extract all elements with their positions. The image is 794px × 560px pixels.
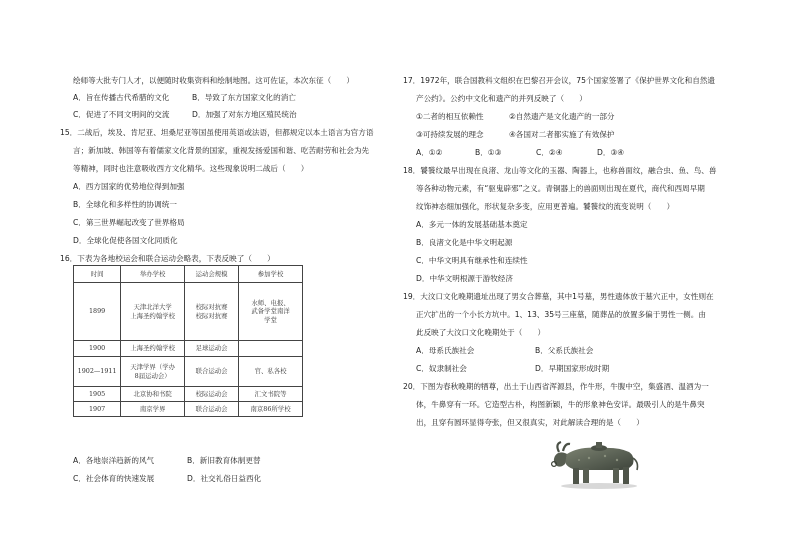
table-cell-scale: 联合运动会 bbox=[185, 402, 239, 417]
q20-line-1: 20．下图为春秋晚期的牺尊，出土于山西省浑源县，作牛形，牛腹中空，集盛酒、温酒为一 bbox=[403, 382, 709, 391]
q18-line-3: 纹饰神态细加强化，形状复杂多变，应用更普遍。饕餮纹的流变说明（ ） bbox=[416, 202, 675, 211]
table-row bbox=[74, 357, 303, 387]
q16-stem: 16．下表为各地校运会和联合运动会略表，下表反映了（ ） bbox=[60, 254, 275, 263]
q15-line-3: 等精神，同时也注意吸收西方文化精华。这些现象说明二战后（ ） bbox=[73, 164, 309, 173]
table-cell-scale bbox=[185, 283, 239, 341]
q16-option-b: B．新旧教育体制更替 bbox=[187, 456, 261, 465]
q16-option-a: A．各地崇洋趋新的风气 bbox=[73, 456, 155, 465]
q19-option-c: C．奴隶制社会 bbox=[416, 364, 467, 373]
q18-option-a: A．多元一体的发展基础基本奠定 bbox=[416, 220, 528, 229]
table-cell-line: 上海圣约翰学校 bbox=[130, 311, 175, 320]
table-cell-host bbox=[121, 357, 185, 387]
q20-line-3: 出，且穿有圆环显得夸张，但又很真实，对此解读合理的是（ ） bbox=[416, 418, 644, 427]
table-row bbox=[74, 283, 303, 341]
q15-line-1: 15．二战后，埃及、肯尼亚、坦桑尼亚等国虽使用英语或法语，但都规定以本土语言为官方语 bbox=[60, 128, 374, 137]
table-cell-line: 校际对抗赛 bbox=[195, 303, 228, 312]
table-cell-scale: 联合运动会 bbox=[185, 357, 239, 387]
table-cell-participants bbox=[239, 341, 303, 357]
q18-option-d: D．中华文明根源于游牧经济 bbox=[416, 274, 513, 283]
q14-option-a: A．旨在传播古代希腊的文化 bbox=[73, 93, 170, 102]
q15-line-2: 言；新加坡、韩国等有着儒家文化背景的国家，重视发扬爱国和谐、吃苦耐劳和社会为先 bbox=[73, 146, 370, 155]
table-cell-line: 学堂 bbox=[264, 315, 277, 324]
q14-tail: 绘师等大批专门人才，以便随时收集资料和绘制地图。这可佐证，本次东征（ ） bbox=[73, 76, 354, 85]
table-header-participants: 参加学校 bbox=[239, 266, 303, 283]
q17-item-4: ④各国对二者都实施了有效保护 bbox=[509, 130, 615, 139]
q18-line-2: 等各种动物元素，有“驱鬼辟邪”之义。青铜器上的兽面则出现在夏代，商代和西周早期 bbox=[416, 184, 705, 193]
q16-option-c: C．社会体育的快速发展 bbox=[73, 474, 155, 483]
table-cell-host: 上海圣约翰学校 bbox=[121, 341, 185, 357]
q15-option-a: A．西方国家的优势地位得到加强 bbox=[73, 182, 185, 191]
table-cell-scale: 足球运动会 bbox=[185, 341, 239, 357]
table-row bbox=[74, 387, 303, 402]
q15-option-d: D．全球化促使各国文化同质化 bbox=[73, 236, 178, 245]
q19-line-2: 正穴扩出的一个小长方坑中。1、13、35号三座墓，随葬品的放置多偏于男性一侧。由 bbox=[416, 310, 706, 319]
table-header-time: 时间 bbox=[74, 266, 121, 283]
q18-option-b: B．良渚文化是中华文明起源 bbox=[416, 238, 513, 247]
q18-line-1: 18．饕餮纹最早出现在良渚、龙山等文化的玉器、陶器上，也称兽面纹，融合虫、鱼、鸟、兽 bbox=[403, 166, 717, 175]
q19-option-b: B．父系氏族社会 bbox=[535, 346, 594, 355]
table-header-scale: 运动会规模 bbox=[185, 266, 239, 283]
bronze-ox-vessel-image bbox=[549, 432, 645, 490]
table-cell-participants: 南京86所学校 bbox=[239, 402, 303, 417]
q15-option-b: B．全球化和多样性的协调统一 bbox=[73, 200, 177, 209]
q18-option-c: C．中华文明具有继承性和连续性 bbox=[416, 256, 528, 265]
table-cell-line: 水师、电报、 bbox=[251, 299, 290, 307]
q17-option-c: C．②④ bbox=[536, 148, 563, 157]
q17-item-2: ②自然遗产是文化遗产的一部分 bbox=[509, 112, 615, 121]
table-cell-host bbox=[121, 283, 185, 341]
q14-option-d: D．加强了对东方地区殖民统治 bbox=[192, 110, 297, 119]
q15-option-c: C．第三世界崛起改变了世界格局 bbox=[73, 218, 185, 227]
q19-line-1: 19．大汶口文化晚期遗址出现了男女合葬墓，其中1号墓，男性遗体放于墓穴正中，女性则在 bbox=[403, 292, 714, 301]
table-cell-participants bbox=[239, 283, 303, 341]
table-cell-time: 1900 bbox=[74, 341, 121, 357]
q17-option-d: D．③④ bbox=[597, 148, 625, 157]
table-row bbox=[74, 402, 303, 417]
q17-line-1: 17．1972年，联合国教科文组织在巴黎召开会议，75个国家签署了《保护世界文化和自然遗 bbox=[403, 76, 716, 85]
q20-line-2: 体，牛鼻穿有一环。它造型古朴，构图新颖，牛的形象神色安详。最吸引人的是牛鼻突 bbox=[416, 400, 705, 409]
table-header-row bbox=[74, 266, 303, 283]
q17-item-3: ③可持续发展的理念 bbox=[416, 130, 484, 139]
table-cell-time: 1905 bbox=[74, 387, 121, 402]
q19-option-d: D．早期国家形成时期 bbox=[535, 364, 610, 373]
table-header-host: 举办学校 bbox=[121, 266, 185, 283]
q19-option-a: A．母系氏族社会 bbox=[416, 346, 475, 355]
table-cell-line: 武备学堂南洋 bbox=[251, 307, 290, 316]
q17-line-2: 产公约》。公约中文化和遗产的并列反映了（ ） bbox=[416, 94, 587, 103]
q19-line-3: 此反映了大汶口文化晚期处于（ ） bbox=[416, 328, 546, 337]
bronze-ox-vessel-icon bbox=[549, 432, 645, 490]
q14-option-c: C．促进了不同文明间的交流 bbox=[73, 110, 170, 119]
table-cell-line: 校际对抗赛 bbox=[195, 311, 228, 320]
table-cell-participants: 汇文书院等 bbox=[239, 387, 303, 402]
q14-option-b: B．导致了东方国家文化的消亡 bbox=[192, 93, 296, 102]
table-cell-time: 1907 bbox=[74, 402, 121, 417]
table-cell-line: 天津北洋大学 bbox=[133, 303, 172, 312]
q16-option-d: D．社交礼俗日益西化 bbox=[187, 474, 262, 483]
table-cell-participants: 官、私各校 bbox=[239, 357, 303, 387]
table-cell-line: 8届运动会） bbox=[134, 371, 171, 380]
table-cell-line: 天津学界（学办 bbox=[130, 363, 175, 372]
table-cell-time: 1899 bbox=[74, 283, 121, 341]
q17-option-b: B．①③ bbox=[475, 148, 502, 157]
q16-table bbox=[73, 265, 303, 417]
q17-option-a: A．①② bbox=[416, 148, 443, 157]
table-cell-host: 南京学界 bbox=[121, 402, 185, 417]
table-cell-host: 北京协和书院 bbox=[121, 387, 185, 402]
table-cell-scale: 校际运动会 bbox=[185, 387, 239, 402]
table-cell-time: 1902—1911 bbox=[74, 357, 121, 387]
table-row bbox=[74, 341, 303, 357]
q17-item-1: ①二者的相互依赖性 bbox=[416, 112, 484, 121]
